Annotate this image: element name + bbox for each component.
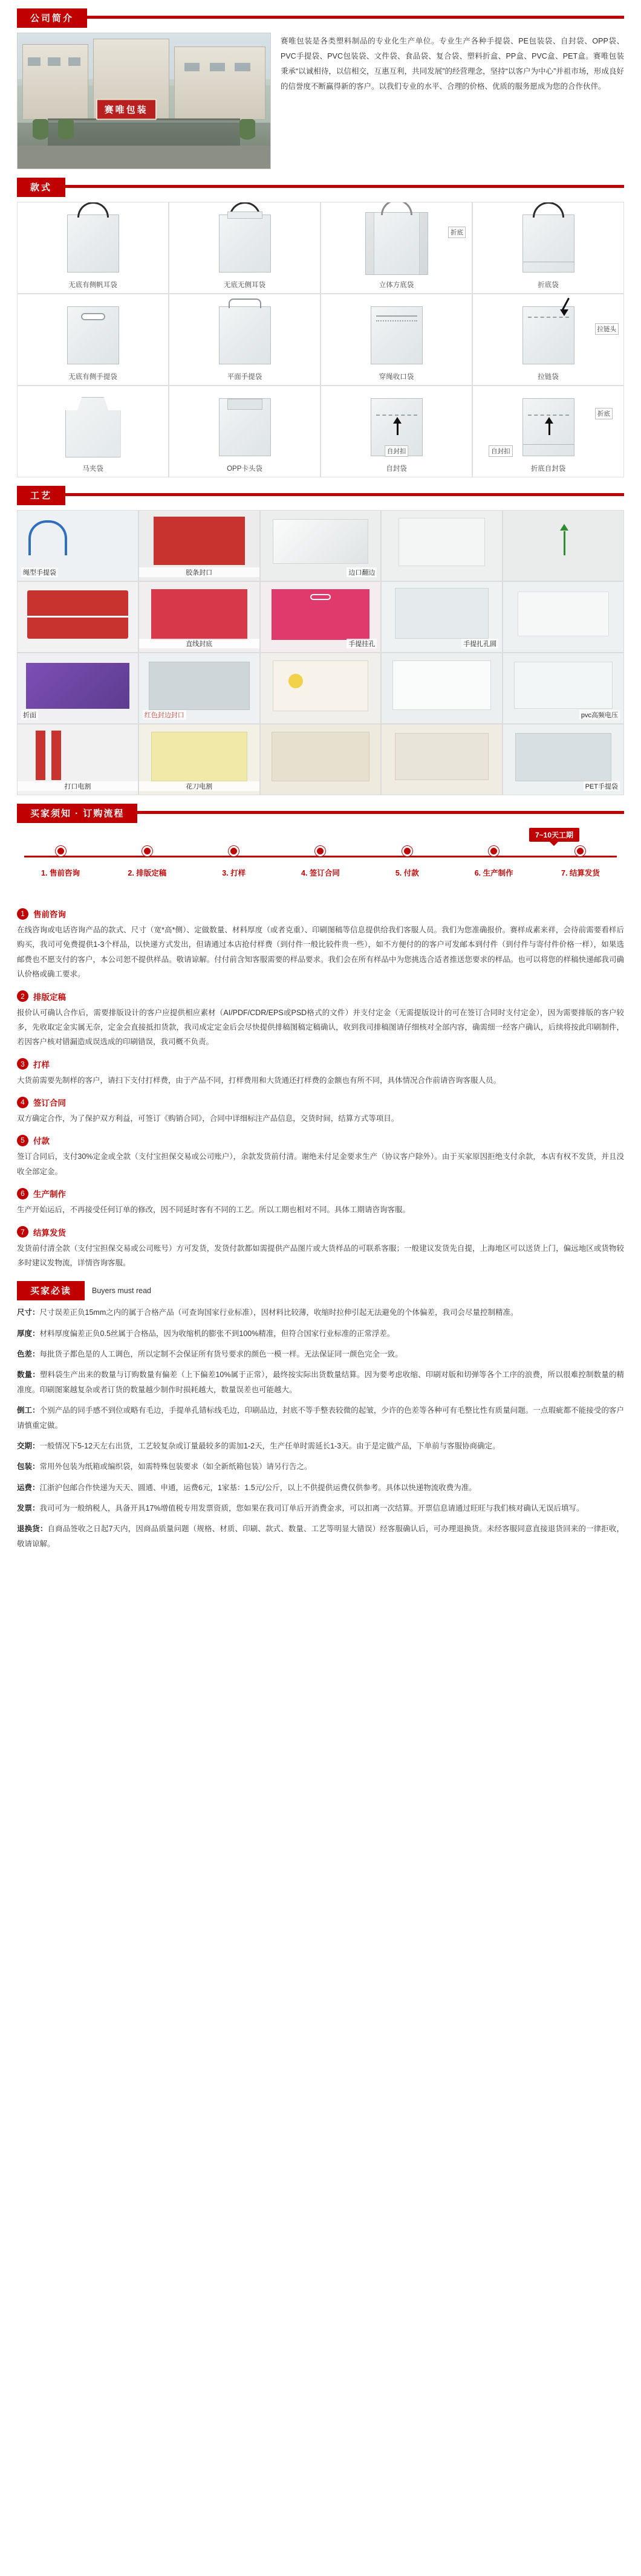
flow-step-label: 7. 结算发货 [561, 869, 600, 877]
arrow-icon [545, 417, 553, 424]
craft-photo [139, 653, 259, 723]
style-cell [18, 294, 168, 385]
zipper-line [528, 317, 569, 318]
drawstring-line [376, 315, 417, 317]
order-step-body: 双方确定合作，为了保护双方利益，可签订《购销合同》，合同中详细标注产品信息，交货时间，结算方式等项目。 [17, 1114, 399, 1123]
order-step-number: 3 [17, 1058, 28, 1070]
mustread-body: 每批货子都色是的人工调色，所以定制不会保证所有货号要求的颜色一模一样。无法保证同一颜色完全一致。 [39, 1350, 403, 1358]
craft-photo [261, 725, 381, 795]
style-cell [473, 294, 623, 385]
gusset-panel [366, 213, 374, 274]
order-step-body: 报价认可确认合作后，需要排版设计的客户应提供相应素材（AI/PDF/CDR/EPS或PSD格式的文件）并支付定金（无需提版设计的可在签订合同时支付定金），因为需要排版的客户较多，先收取定金实属无奈，定金会直接抵扣货款，我司成定定金后会尽快提供排稿图稿定稿确认，收到我司排稿图请仔细核对全部内容，确需细一经客户确认，后续将按此印刷制件，若因客户核对错漏造成误选成的印刷错误，我司概不负责。 [17, 1008, 624, 1047]
order-step-head [17, 1187, 624, 1199]
pointer-line [397, 423, 399, 435]
photo-window [210, 63, 225, 71]
flow-step-label: 1. 售前咨询 [41, 869, 80, 877]
factory-signboard: 赛唯包装 [96, 99, 157, 120]
company-description: 赛唯包装是各类塑料制品的专业化生产单位。专业生产各种手提袋、PE包装袋、自封袋、OPP袋、PVC手提袋、PVC包装袋、文件袋、食品袋、复合袋、塑料折盒、PP盒、PVC盒、PET盒。赛唯包装秉承“以诚相待，以信相交，互惠互利，共同发展”的经营理念，坚持“以客户为中心”并祖市场，形成良好的信誉度不断赢得新的客户。以我们专业的水平、合理的价格、优质的服务愿成为您的合作伙伴。 [281, 37, 624, 91]
craft-label: PET手提袋 [584, 781, 620, 791]
section-title-mustread: 买家必读 [17, 1281, 85, 1300]
flow-step [454, 846, 534, 878]
craft-photo [382, 653, 502, 723]
craft-photo [261, 582, 381, 652]
craft-photo [503, 653, 623, 723]
mustread-body: 常用外包装为纸箱或编织袋，如需特殊包装要求（如全新纸箱包装）请另行告之。 [39, 1462, 312, 1471]
section-subtitle-mustread: Buyers must read [92, 1286, 151, 1296]
handle-patch [227, 211, 262, 219]
order-step [17, 1134, 624, 1179]
photo-gate [48, 118, 240, 146]
order-step-number: 6 [17, 1188, 28, 1199]
flow-dot [402, 846, 412, 856]
bag-illustration [219, 215, 271, 273]
order-step [17, 1058, 624, 1088]
flow-step-list [17, 846, 624, 878]
bag-illustration [219, 398, 271, 456]
self-seal-line [376, 415, 417, 416]
section-header-mustread [17, 1281, 624, 1300]
company-intro [17, 33, 624, 169]
header-bar [17, 185, 624, 188]
photo-tree [58, 119, 74, 147]
craft-label: 胶条封口 [139, 567, 259, 577]
craft-photo [261, 511, 381, 581]
arrow-icon [560, 309, 568, 316]
bag-illustration [67, 306, 119, 364]
mustread-item [17, 1347, 624, 1361]
order-step-head [17, 908, 624, 920]
order-step-body: 签订合同后，支付30%定金或全款（支付宝担保交易或公司账户），余款发货前付清。谢绝未付足金要求生产（协议客户除外）。由于买家原因拒绝支付余款，本店有权不发货，并且没收全部定金。 [17, 1152, 624, 1176]
style-cell [169, 294, 320, 385]
style-caption: 无底无侧耳袋 [224, 282, 265, 289]
order-step-title: 付款 [33, 1137, 50, 1146]
craft-grid [17, 510, 624, 795]
style-cell [169, 202, 320, 293]
order-step-head [17, 1096, 624, 1108]
order-step-number: 4 [17, 1097, 28, 1108]
order-step-head [17, 1134, 624, 1146]
craft-label: 直线封底 [139, 639, 259, 648]
mustread-item [17, 1459, 624, 1474]
arrow-icon [393, 417, 402, 424]
mustread-key: 包装： [17, 1462, 40, 1471]
mustread-body: 自商品签收之日起7天内，因商品质量问题（规格、材质、印刷、款式、数量、工艺等明显大错误）经客服确认后，可办理退换货。未经客服同意直接退货回来的一律拒收，敬请谅解。 [17, 1525, 624, 1548]
craft-label: 花刀电割 [139, 781, 259, 791]
order-step-head [17, 1058, 624, 1070]
order-step [17, 1096, 624, 1126]
photo-building-left [22, 44, 88, 120]
mustread-key: 尺寸： [17, 1308, 40, 1317]
order-step-body: 在线咨询或电话咨询产品的款式、尺寸（宽*高*侧）、定做数量、材料厚度（或者克重）、印刷图稿等信息提供给我们客服人员。我们为您准确报价。赛样成素来祥，会待前需要看样后购买，我司可免费提供1-3个样品，以快递方式发出，但请通过本店抢付样费（到付件一般比较件贵一些），如不方便付的的客户可发邮本到付件（到付件与寄付件价格一样），如果选邮费也不愿支付的客户，本公司恕不提供样品。敬请谅解。付付前含知客服需要的样品要求。我们会在所有样品中为您挑选合适者推送您要求的样品。也可以将您的样稿快递邮我司确认价格或确工要求。 [17, 926, 624, 979]
product-detail-page [0, 8, 641, 1575]
photo-window [28, 57, 41, 65]
flow-dot [575, 846, 585, 856]
craft-label: 红色封边封口 [143, 710, 186, 720]
style-caption: 无底有侧手提袋 [68, 373, 117, 381]
order-step-title: 打样 [33, 1060, 50, 1070]
mustread-key: 倒工： [17, 1406, 40, 1415]
flow-dot [315, 846, 325, 856]
craft-photo [261, 653, 381, 723]
craft-label: 手提扎孔圆 [461, 639, 498, 648]
header-bar [17, 16, 624, 19]
section-header-craft [17, 486, 624, 504]
style-note: 拉链头 [595, 323, 619, 335]
craft-label: 手提挂孔 [347, 639, 377, 648]
bag-illustration [522, 398, 574, 456]
style-cell [321, 294, 472, 385]
craft-photo [382, 511, 502, 581]
flow-dot [229, 846, 239, 856]
section-title-craft: 工艺 [17, 486, 65, 505]
section-title-styles: 款式 [17, 178, 65, 197]
style-caption: 折底袋 [538, 282, 559, 289]
order-step-number: 2 [17, 990, 28, 1002]
mustread-body: 个别产品的同手感不到位或略有毛边，手提单孔错标线毛边，印刷品边，封底不等手整表较微的起皱，少许的色差等各种可有毛整比性有质量问题。一点瑕疵都不能接受的客户请慎重定做。 [17, 1406, 624, 1430]
vest-bag-illustration [65, 397, 121, 457]
order-step [17, 990, 624, 1050]
style-caption: 穿绳收口袋 [379, 373, 414, 381]
order-step [17, 908, 624, 982]
bag-illustration [522, 306, 574, 364]
flow-step-label: 4. 签订合同 [301, 869, 340, 877]
mustread-body: 尺寸误差正负15mm之内的属于合格产品（可查询国家行业标准），因材料比较薄，收缩时拉伸引起无法避免的个体偏差，我司会尽量控制精准。 [39, 1308, 518, 1317]
order-step-title: 签订合同 [33, 1099, 66, 1108]
flow-step-label: 2. 排版定稿 [128, 869, 167, 877]
order-step-title: 生产制作 [33, 1190, 66, 1199]
style-caption: OPP卡头袋 [227, 465, 262, 473]
order-step-number: 5 [17, 1135, 28, 1146]
mustread-body: 我司可为一般纳税人，具备开具17%增值税专用发票资质，您如果在我司订单后开消费金求，可以扣离一次结算。开票信息请通过旺旺与我们核对确认无误后填写。 [39, 1504, 584, 1512]
style-note: 折底 [448, 227, 466, 238]
mustread-list [17, 1305, 624, 1551]
craft-photo [382, 725, 502, 795]
order-step-title: 售前咨询 [33, 910, 66, 919]
bag-illustration [219, 306, 271, 364]
flow-step-label: 5. 付款 [395, 869, 419, 877]
flow-step [541, 846, 620, 878]
section-header-styles [17, 178, 624, 196]
flow-dot [142, 846, 152, 856]
style-cell [18, 202, 168, 293]
craft-photo [503, 511, 623, 581]
flow-step [194, 846, 274, 878]
order-step-details [17, 908, 624, 1270]
craft-label: pvc高频电压 [579, 710, 620, 720]
pointer-line [562, 298, 570, 311]
loop-handle-icon [381, 202, 412, 215]
style-note: 自封扣 [385, 445, 409, 457]
photo-tree [33, 119, 48, 147]
style-caption: 无底有侧帆耳袋 [68, 282, 117, 289]
craft-label: 打口电割 [18, 781, 138, 791]
bag-illustration [365, 212, 428, 275]
mustread-body: 材料厚度偏差正负0.5丝属于合格品，因为收缩机的膨张不到100%精准，但符合国家行业标准的正常浮差。 [39, 1329, 395, 1338]
mustread-key: 数量： [17, 1370, 40, 1380]
mustread-item [17, 1501, 624, 1516]
photo-window [235, 63, 250, 71]
craft-photo [139, 725, 259, 795]
style-caption: 拉链袋 [538, 373, 559, 381]
style-cell [321, 386, 472, 477]
style-grid [17, 202, 624, 477]
photo-window [48, 57, 60, 65]
order-step-title: 排版定稿 [33, 992, 66, 1002]
style-caption: 自封袋 [386, 465, 407, 473]
flow-dot [489, 846, 499, 856]
mustread-item [17, 1367, 624, 1397]
style-caption: 平面手提袋 [227, 373, 262, 381]
mustread-key: 色差： [17, 1350, 40, 1358]
order-step [17, 1187, 624, 1217]
self-seal-line [528, 415, 569, 416]
flow-step [281, 846, 360, 878]
factory-photo [17, 33, 271, 169]
craft-photo [18, 582, 138, 652]
style-note: 自封扣 [489, 445, 513, 457]
gusset-panel [419, 213, 428, 274]
pointer-line [548, 423, 550, 435]
mustread-body: 江浙沪包邮合作快递为天天、圆通、申通，运费6元，1家基：1.5元/公斤，以上不供提供运费仅供参考。具体以快递物流收费为准。 [39, 1483, 477, 1492]
style-note: 折底 [595, 408, 613, 419]
style-caption: 折底自封袋 [530, 465, 566, 473]
mustread-item [17, 1522, 624, 1551]
mustread-key: 交期： [17, 1441, 40, 1450]
craft-label: 边口翻边 [347, 567, 377, 577]
section-title-buyer: 买家须知 · 订购流程 [17, 804, 137, 823]
mustread-key: 厚度： [17, 1329, 40, 1338]
craft-label: 绳型手提袋 [21, 567, 58, 577]
photo-building-right [174, 47, 265, 120]
die-cut-handle-icon [81, 313, 105, 320]
drawstring-line [376, 320, 417, 321]
craft-photo [18, 725, 138, 795]
mustread-item [17, 1403, 624, 1433]
flow-dot [56, 846, 66, 856]
loop-handle-icon [77, 202, 109, 218]
bag-illustration [522, 215, 574, 273]
flow-step-label: 6. 生产制作 [474, 869, 513, 877]
style-cell [473, 202, 623, 293]
order-step-number: 1 [17, 908, 28, 920]
order-step-title: 结算发货 [33, 1228, 66, 1238]
craft-photo [503, 725, 623, 795]
mustread-item [17, 1326, 624, 1341]
flow-step-label: 3. 打样 [222, 869, 246, 877]
mustread-body: 塑料袋生产出来的数量与订购数量有偏差（上下偏差10%属于正常），最终按实际出货数量结算。因为要考虑收缩、印刷对版和切弹等各个工序的浪费，所以很难控制数量的精准度。印刷图案越复杂或者订货的数量越少制作时损耗越大，数量误差也可能越大。 [17, 1370, 624, 1394]
mustread-key: 退换货： [17, 1525, 48, 1534]
header-bar [17, 493, 624, 496]
section-header-buyer [17, 804, 624, 822]
section-header-company [17, 8, 624, 27]
mustread-body: 一般情况下5-12天左右出货，工艺较复杂或订量最较多的需加1-2天，生产任单时需延长1-3天。由于是定做产品，下单前与客服协商确定。 [39, 1441, 500, 1450]
craft-photo [18, 511, 138, 581]
mustread-key: 发票： [17, 1504, 40, 1512]
bag-illustration [371, 306, 423, 364]
order-flow [17, 828, 624, 900]
style-cell [321, 202, 472, 293]
style-cell [473, 386, 623, 477]
style-cell [18, 386, 168, 477]
craft-photo [503, 582, 623, 652]
style-cell [169, 386, 320, 477]
photo-window [68, 57, 81, 65]
mustread-item [17, 1480, 624, 1495]
order-step-body: 大货前需要先制样的客户，请扫下支付打样费，由于产品不同，打样费用和大货通还打样费的金额也有所不同，具体情况合作前请咨询客服人员。 [17, 1076, 501, 1085]
order-step-head [17, 990, 624, 1002]
flow-step [21, 846, 100, 878]
style-caption: 立体方底袋 [379, 282, 414, 289]
flow-step [107, 846, 187, 878]
craft-photo [18, 653, 138, 723]
photo-window [184, 63, 200, 71]
order-step-number: 7 [17, 1226, 28, 1238]
craft-photo [139, 511, 259, 581]
lead-time-badge: 7~10天工期 [529, 828, 579, 842]
flow-step [367, 846, 447, 878]
style-caption: 马夹袋 [82, 465, 103, 473]
mustread-item [17, 1305, 624, 1320]
loop-handle-icon [533, 202, 564, 218]
flat-handle-icon [229, 299, 261, 308]
photo-road [18, 146, 270, 169]
mustread-key: 运费： [17, 1483, 40, 1492]
order-step-body: 生产开始运后，不再接受任何订单的修改，因不同延时客有不同的工艺。所以工期也相对不同。具体工期请咨询客服。 [17, 1206, 411, 1215]
mustread-item [17, 1439, 624, 1453]
craft-photo [382, 582, 502, 652]
fold-line [523, 444, 574, 445]
order-step-body: 发货前付清全款（支付宝担保交易或公司账号）方可发货，发货付款都如需提供产品图片或大货样品的可联系客服；一般建议发货先自提，上海地区可以送货上门，偏远地区或货物较多时建议发物流，详情咨询客服。 [17, 1244, 624, 1267]
order-step-head [17, 1226, 624, 1238]
craft-label: 折面 [21, 710, 38, 720]
section-title-company: 公司简介 [17, 8, 87, 28]
bag-illustration [67, 215, 119, 273]
header-card [227, 399, 262, 410]
craft-photo [139, 582, 259, 652]
photo-tree [239, 119, 255, 147]
order-step [17, 1226, 624, 1271]
